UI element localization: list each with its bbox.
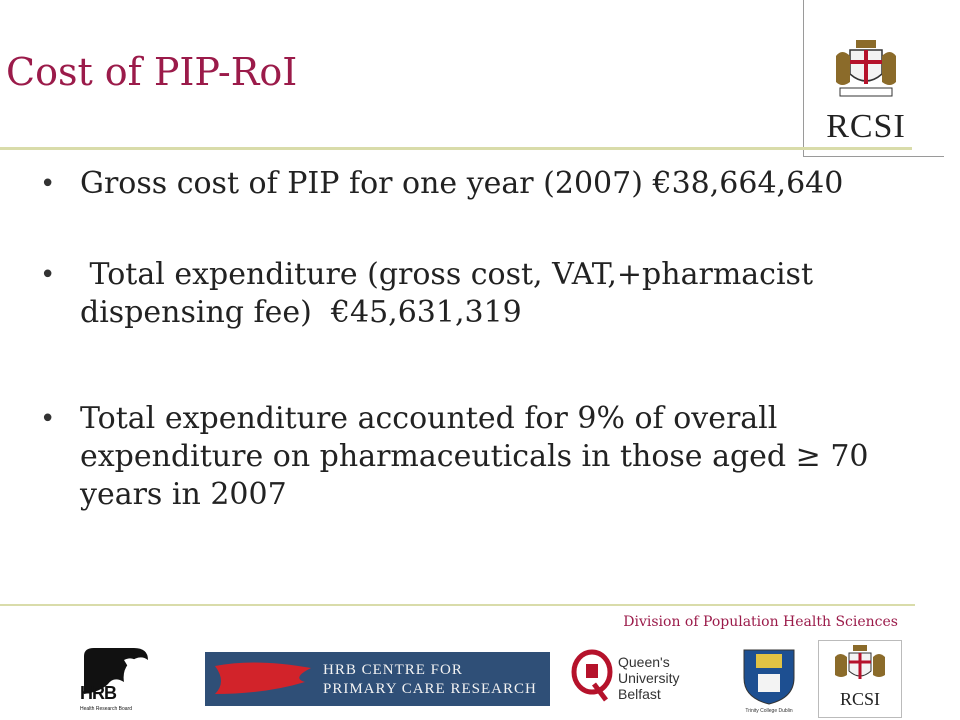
slide-title: Cost of PIP-RoI	[6, 50, 298, 94]
title-divider	[0, 147, 912, 150]
bullet-text-line1: Total expenditure (gross cost, VAT,+pharmacist	[80, 257, 813, 292]
bullet-text: Gross cost of PIP for one year (2007) €38,664,640	[80, 166, 844, 201]
hrb-logo-subtext: Health Research Board	[80, 706, 132, 712]
bullet-text-line2: dispensing fee) €45,631,319	[80, 295, 522, 330]
rcsi-header-text: RCSI	[826, 108, 906, 145]
bullet-text-line2: expenditure on pharmaceuticals in those aged ≥ 70	[80, 439, 869, 474]
bullet-item-gross-cost	[40, 165, 900, 203]
bullet-marker: •	[40, 169, 56, 199]
bullet-list	[40, 165, 900, 514]
qub-line1: Queen's University	[618, 654, 680, 686]
hrb-logo-text: HRB	[80, 683, 116, 703]
bullet-item-total-expenditure	[40, 256, 900, 332]
hrb-logo	[80, 646, 160, 712]
bullet-marker: •	[40, 260, 56, 290]
rcsi-crest-small-icon	[819, 643, 901, 691]
footer-divider	[0, 604, 915, 606]
rcsi-footer-text: RCSI	[839, 689, 881, 709]
qub-q-icon	[570, 648, 614, 704]
hrb-centre-logo	[205, 652, 550, 706]
rcsi-footer-logo	[818, 640, 902, 718]
bullet-text-line3: years in 2007	[80, 477, 287, 512]
hrb-centre-line2: PRIMARY CARE RESEARCH	[323, 681, 537, 697]
tcd-shield-icon	[738, 646, 800, 706]
hrb-centre-line1: HRB CENTRE FOR	[323, 662, 463, 678]
bullet-item-share-of-expenditure	[40, 400, 900, 514]
footer-division-label: Division of Population Health Sciences	[623, 614, 898, 630]
red-swoosh-icon	[213, 660, 313, 698]
rcsi-header-logo	[803, 0, 944, 157]
rcsi-crest-icon	[826, 36, 906, 106]
bullet-marker: •	[40, 404, 56, 434]
tcd-logo	[738, 646, 800, 712]
qub-logo	[570, 648, 720, 708]
tcd-label: Trinity College Dublin	[745, 708, 793, 714]
qub-line2: Belfast	[618, 686, 661, 702]
bullet-text-line1: Total expenditure accounted for 9% of overall	[80, 401, 778, 436]
